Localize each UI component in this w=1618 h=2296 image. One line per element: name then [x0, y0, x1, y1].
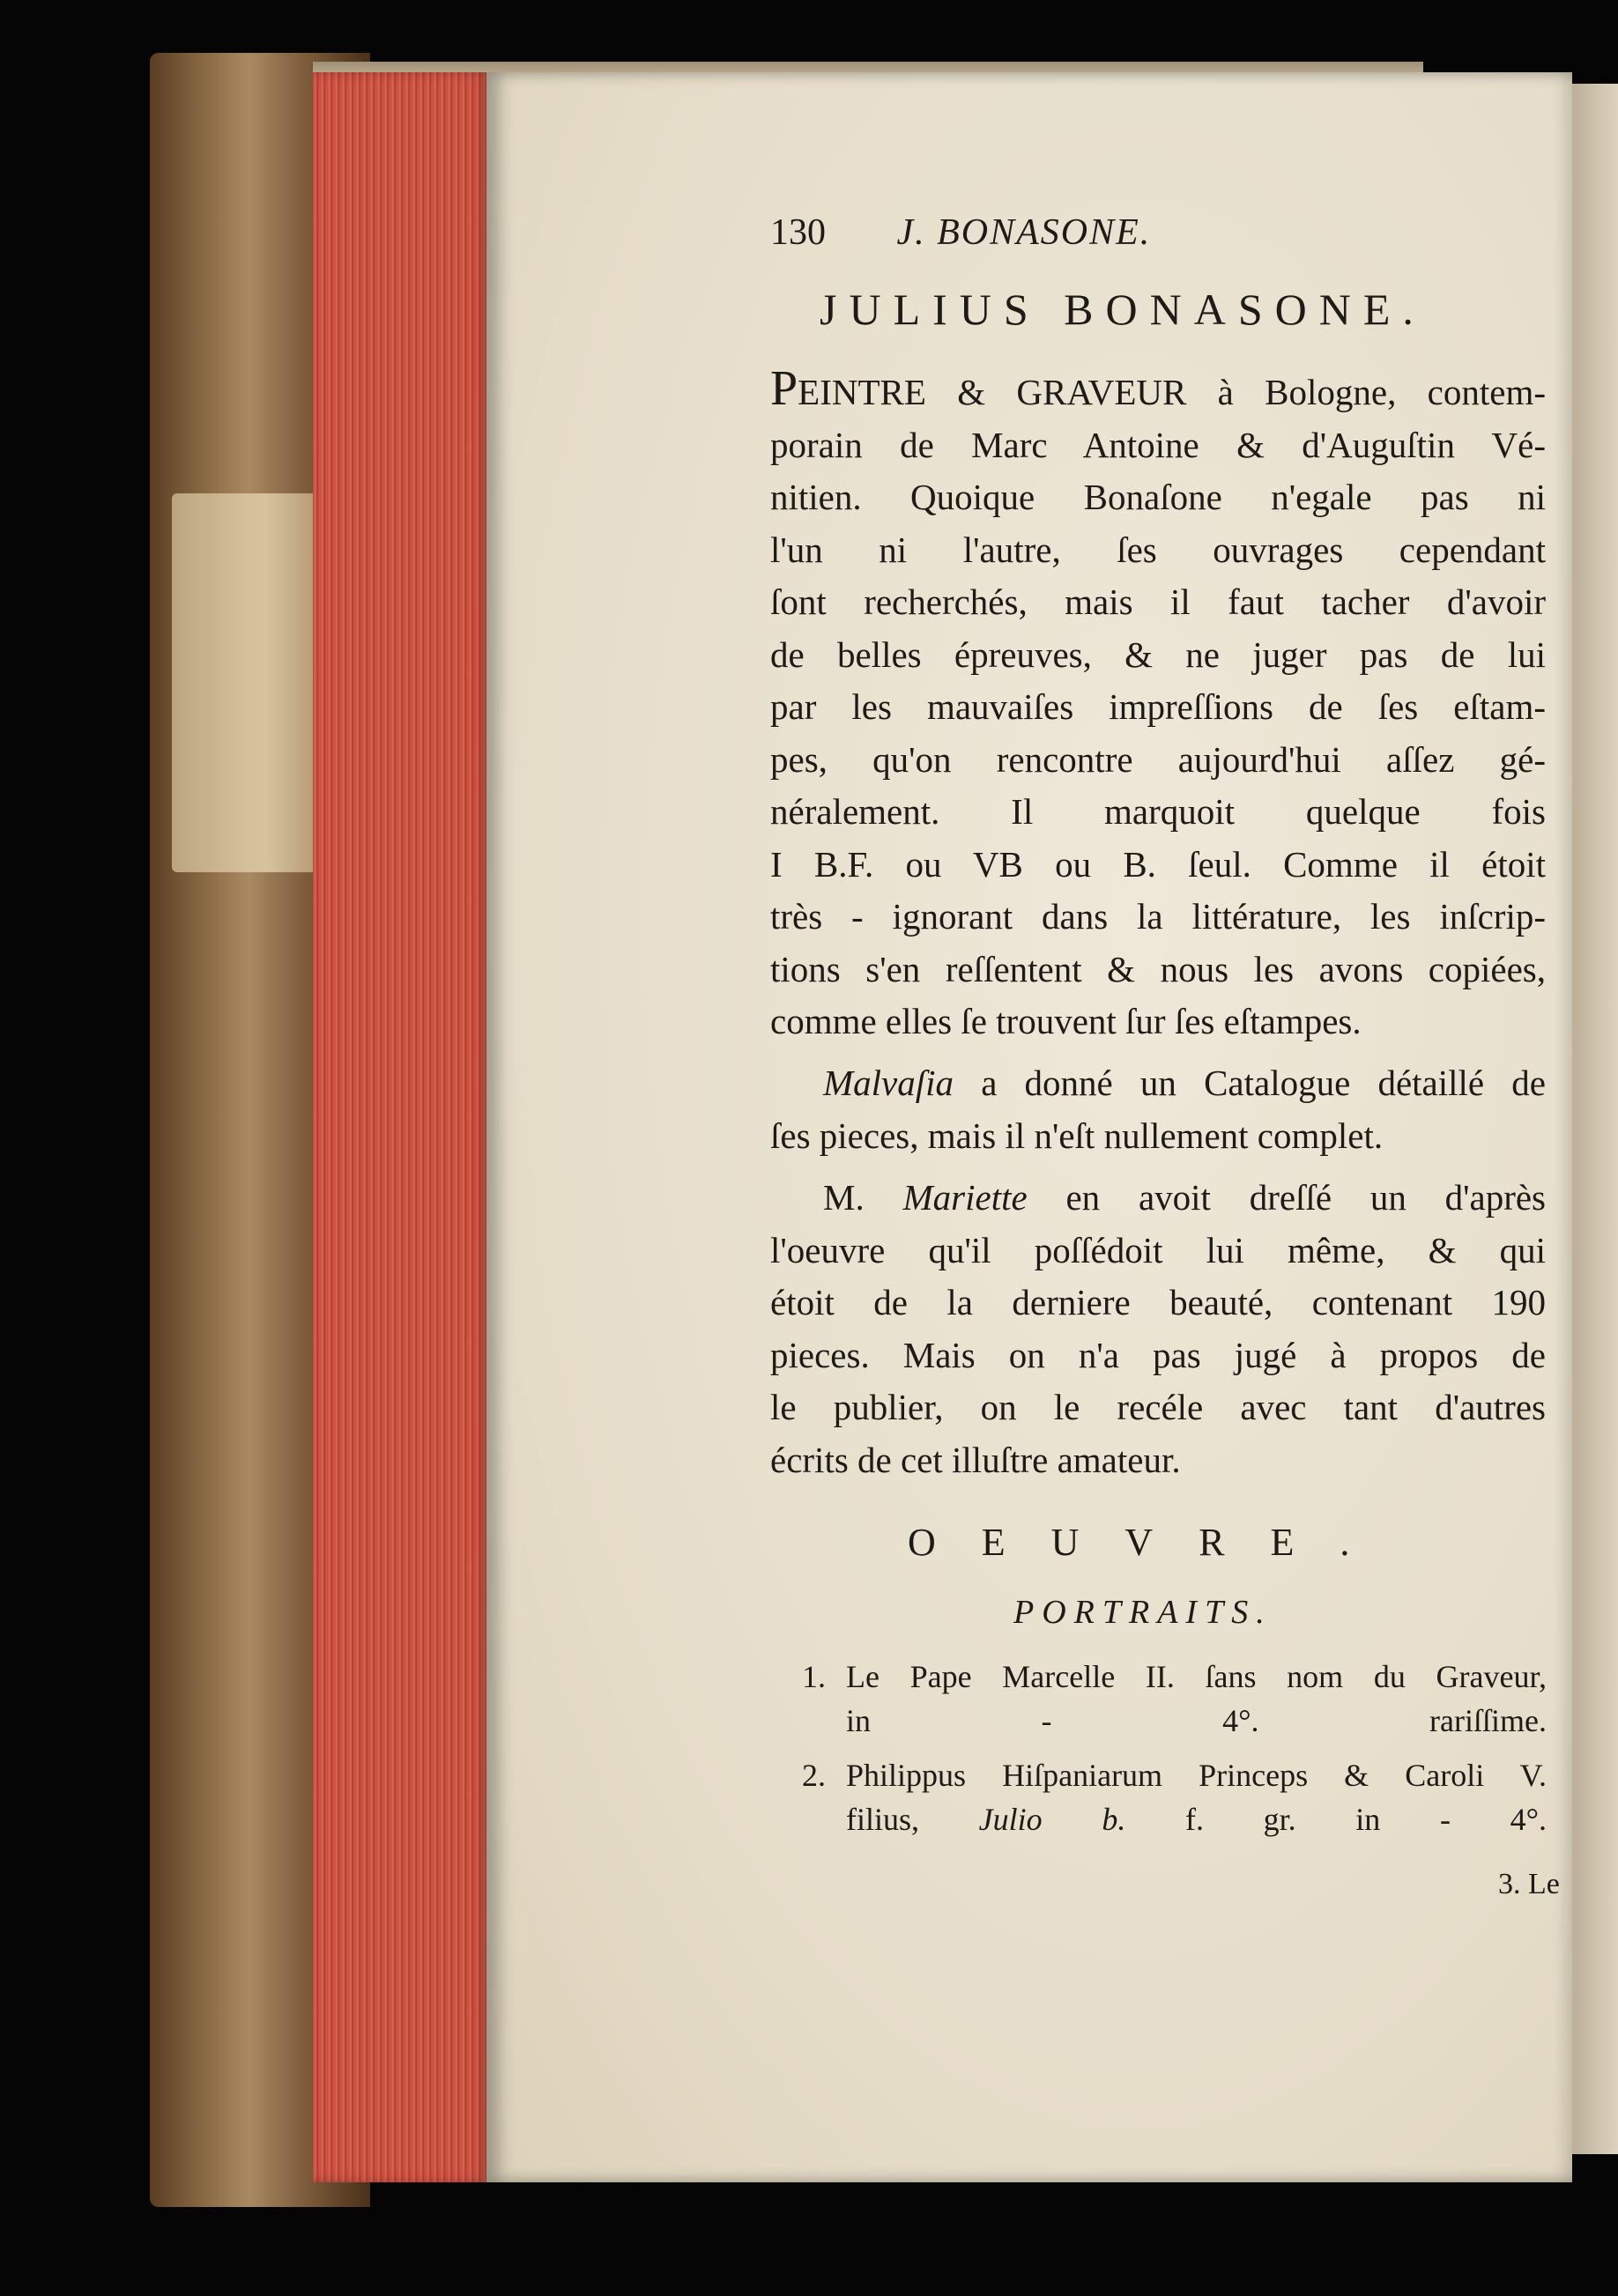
- entry-line: in - 4°. rariſſime.: [846, 1703, 1547, 1738]
- page-number: 130: [770, 212, 826, 253]
- running-title: J. BONASONE.: [896, 212, 1152, 253]
- running-header: [770, 211, 1151, 254]
- paragraph-line: porain de Marc Antoine & d'Auguſtin Vé-: [770, 424, 1546, 465]
- italic-name: Malvaſia: [823, 1063, 954, 1103]
- paragraph-line: tions s'en reſſentent & nous les avons copiées,: [770, 948, 1546, 989]
- italic-name: Mariette: [902, 1177, 1028, 1218]
- catalogue-entry: [802, 1655, 1547, 1743]
- entry-italic: Julio b.: [978, 1802, 1126, 1837]
- paragraph-line: par les mauvaiſes impreſſions de ſes eſtam-: [770, 686, 1546, 727]
- paragraph-line: ſont recherchés, mais il faut tacher d'avoir: [770, 581, 1546, 622]
- paragraph-line: étoit de la derniere beauté, contenant 190: [770, 1282, 1546, 1322]
- paragraph-line: I B.F. ou VB ou B. ſeul. Comme il étoit: [770, 843, 1546, 885]
- paragraph-line: en avoit dreſſé un d'après: [1027, 1177, 1546, 1218]
- catalogue-entry: [802, 1753, 1547, 1841]
- paragraph-line: comme elles ſe trouvent ſur ſes eſtampes.: [770, 1001, 1362, 1041]
- paragraph-line: l'oeuvre qu'il poſſédoit lui même, & qui: [770, 1229, 1546, 1270]
- entry-number: 2.: [802, 1758, 826, 1793]
- entry-text: filius,: [846, 1802, 979, 1837]
- catchword: 3. Le: [1498, 1868, 1560, 1900]
- paragraph-mariette: [770, 1172, 1546, 1486]
- red-page-edges: [313, 72, 489, 2182]
- entry-line: Le Pape Marcelle II. ſans nom du Graveur,: [846, 1659, 1547, 1694]
- paragraph-line: pieces. Mais on n'a pas jugé à propos de: [770, 1334, 1546, 1375]
- facing-page-edge: [1567, 84, 1618, 2154]
- paragraph-prefix: M.: [823, 1177, 903, 1218]
- paragraph-line: très - ignorant dans la littérature, les inſcrip-: [770, 896, 1546, 937]
- paragraph-line: ſes pieces, mais il n'eſt nullement complet.: [770, 1115, 1384, 1156]
- paragraph-line: pes, qu'on rencontre aujourd'hui aſſez gé-: [770, 738, 1546, 780]
- paragraph-line: écrits de cet illuſtre amateur.: [770, 1439, 1181, 1480]
- paragraph-malvasia: [770, 1057, 1546, 1162]
- paragraph-line: nitien. Quoique Bonaſone n'egale pas ni: [770, 477, 1546, 517]
- paragraph-line: de belles épreuves, & ne juger pas de lui: [770, 633, 1546, 675]
- entry-text: f. gr. in - 4°.: [1125, 1802, 1547, 1837]
- drop-cap: P: [770, 361, 798, 416]
- paragraph-intro: [770, 363, 1546, 1048]
- entry-number: 1.: [802, 1659, 826, 1694]
- chapter-title: JULIUS BONASONE.: [820, 285, 1426, 334]
- paragraph-line: néralement. Il marquoit quelque fois: [770, 791, 1546, 832]
- subsection-heading: PORTRAITS.: [1013, 1594, 1273, 1631]
- section-heading: OEUVRE.: [908, 1521, 1396, 1564]
- paragraph-line: EINTRE & GRAVEUR à Bologne, contem-: [798, 372, 1546, 412]
- paragraph-line: a donné un Catalogue détaillé de: [954, 1063, 1546, 1103]
- paragraph-line: l'un ni l'autre, ſes ouvrages cependant: [770, 529, 1546, 570]
- binding-wear-patch: [172, 493, 330, 872]
- paragraph-line: le publier, on le recéle avec tant d'autres: [770, 1387, 1546, 1427]
- entry-line: Philippus Hiſpaniarum Princeps & Caroli V.: [846, 1758, 1547, 1793]
